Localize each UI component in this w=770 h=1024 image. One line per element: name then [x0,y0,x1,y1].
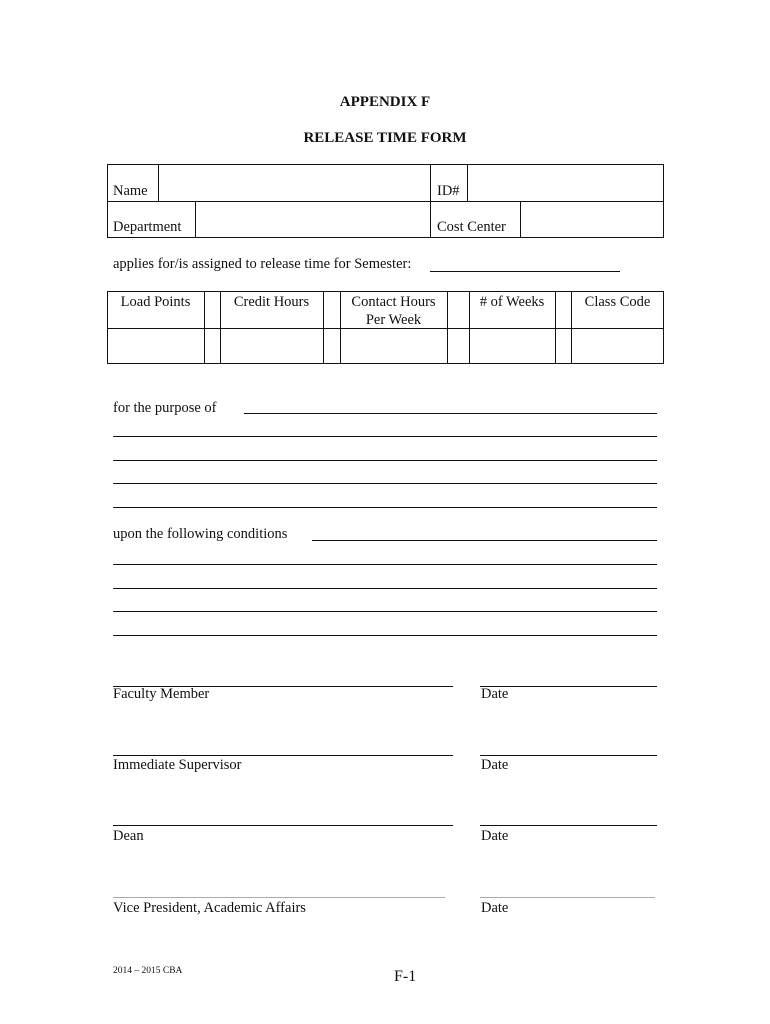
conditions-label: upon the following conditions [113,526,288,542]
conditions-line-3[interactable] [113,588,657,589]
conditions-line-5[interactable] [113,635,657,636]
load-points-field[interactable] [108,329,204,363]
load-points-header: Load Points [120,294,191,310]
supervisor-signature-line[interactable] [113,755,453,756]
department-label: Department [113,219,182,235]
weeks-field[interactable] [470,329,555,363]
faculty-signature-label: Faculty Member [113,686,210,702]
semester-field[interactable] [430,271,620,272]
id-field[interactable] [468,165,663,200]
cost-center-field[interactable] [521,202,663,237]
purpose-line-5[interactable] [113,507,657,508]
vp-date-label: Date [481,900,509,916]
id-label: ID# [437,183,460,199]
supervisor-signature-label: Immediate Supervisor [113,757,242,773]
weeks-header: # of Weeks [479,294,545,310]
contact-hours-field[interactable] [341,329,447,363]
purpose-line-2[interactable] [113,436,657,437]
footer-cba: 2014 – 2015 CBA [113,966,183,976]
purpose-line-1[interactable] [244,413,657,414]
faculty-date-label: Date [481,686,509,702]
purpose-label: for the purpose of [113,400,217,416]
appendix-heading: APPENDIX F [339,94,431,110]
vp-signature-line[interactable] [113,897,445,898]
load-col-divider-4a [555,291,556,364]
purpose-line-3[interactable] [113,460,657,461]
name-field[interactable] [159,165,429,200]
dean-signature-label: Dean [113,828,144,844]
conditions-line-1[interactable] [312,540,657,541]
semester-label: applies for/is assigned to release time for Semester: [113,256,412,272]
supervisor-date-line[interactable] [480,755,657,756]
purpose-line-4[interactable] [113,483,657,484]
conditions-line-4[interactable] [113,611,657,612]
vp-signature-label: Vice President, Academic Affairs [113,900,306,916]
form-title: RELEASE TIME FORM [303,130,467,146]
conditions-line-2[interactable] [113,564,657,565]
load-col-divider-2a [323,291,324,364]
contact-hours-header-line1: Contact Hours [351,294,436,310]
credit-hours-field[interactable] [221,329,323,363]
class-code-field[interactable] [572,329,663,363]
dean-signature-line[interactable] [113,825,453,826]
contact-hours-header-line2: Per Week [365,312,422,328]
supervisor-date-label: Date [481,757,509,773]
dean-date-label: Date [481,828,509,844]
cost-center-label: Cost Center [437,219,506,235]
contact-hours-header [340,293,447,329]
load-col-divider-1a [204,291,205,364]
dean-date-line[interactable] [480,825,657,826]
department-field[interactable] [196,202,429,237]
vp-date-line[interactable] [480,897,655,898]
name-label: Name [113,183,148,199]
load-col-divider-3a [447,291,448,364]
credit-hours-header: Credit Hours [233,294,310,310]
page-number: F-1 [394,968,417,985]
class-code-header: Class Code [584,294,651,310]
info-column-divider [430,164,431,238]
